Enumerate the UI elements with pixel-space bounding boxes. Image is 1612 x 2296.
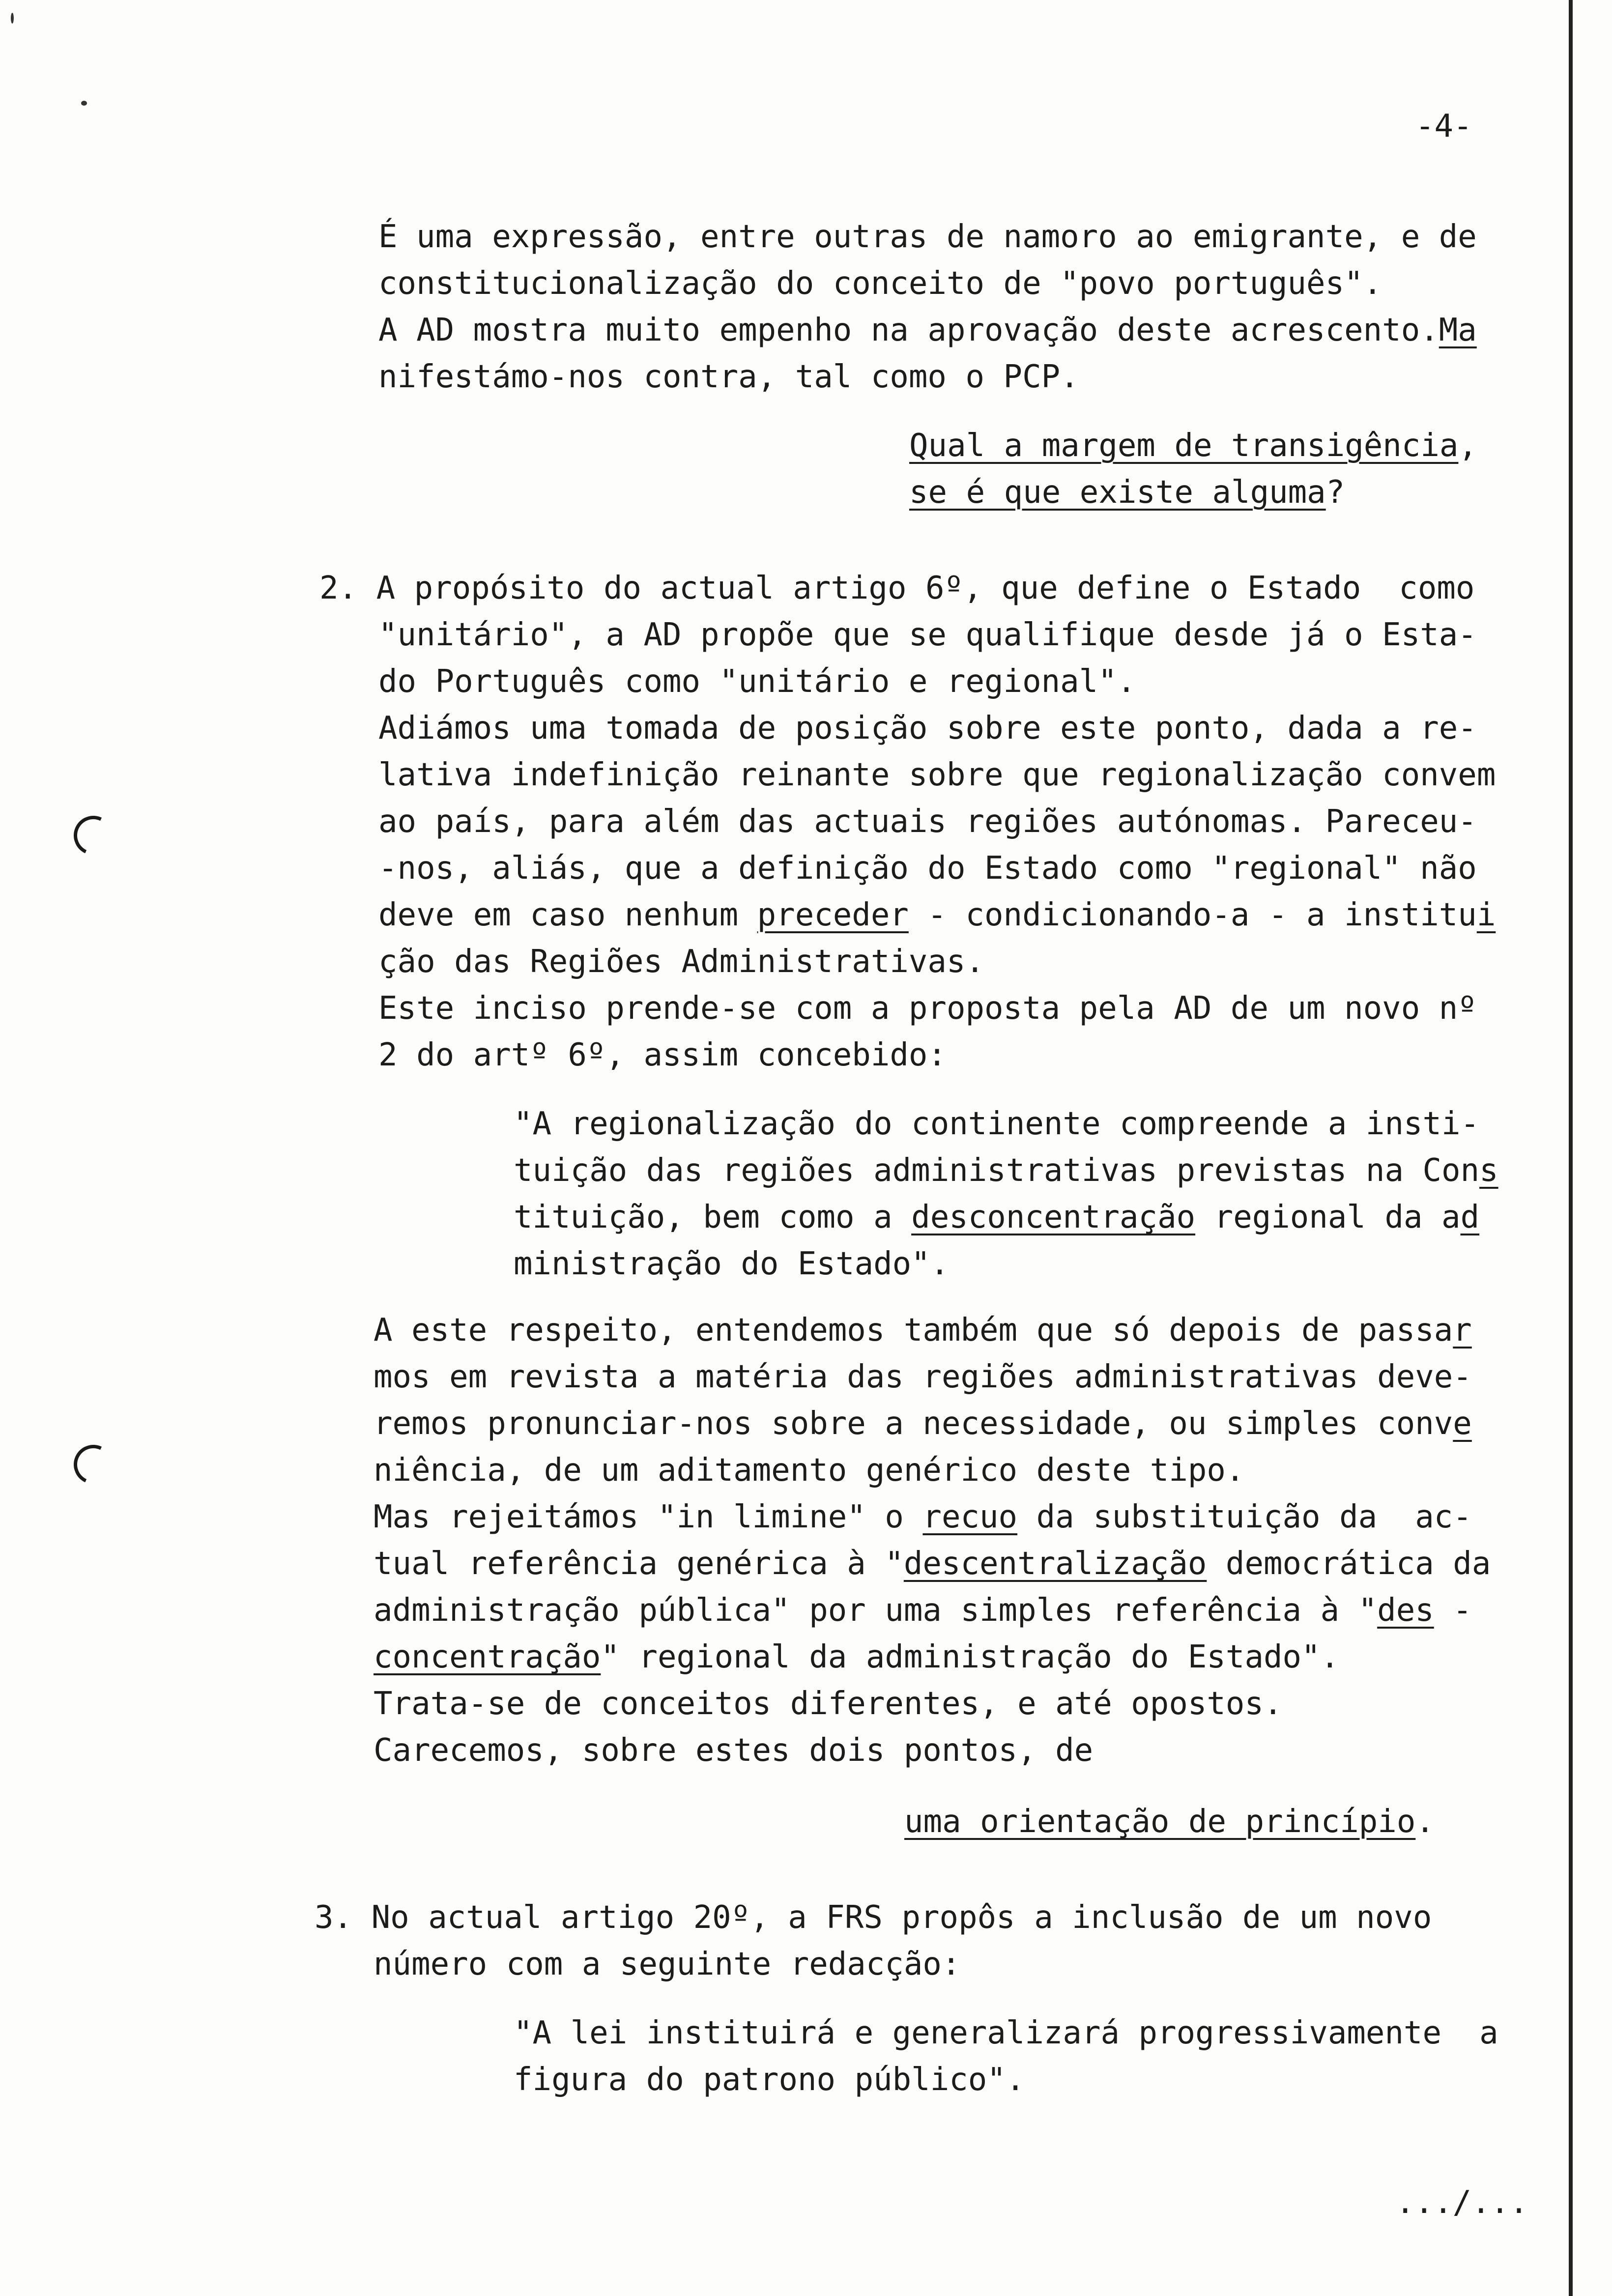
text-segment: tituição, bem como a <box>514 1199 912 1235</box>
text-segment: nifestámo-nos contra, tal como o PCP. <box>378 359 1079 395</box>
text-line <box>378 759 1496 791</box>
text-segment: Este inciso prende-se com a proposta pela AD de um novo nº <box>378 990 1477 1027</box>
text-line <box>378 804 1477 840</box>
underlined-text: r <box>1453 1312 1472 1349</box>
text-line <box>374 1312 1472 1349</box>
underlined-text: uma orientação de princípio <box>904 1804 1416 1840</box>
text-line <box>378 265 1382 302</box>
text-line <box>514 1152 1498 1189</box>
text-segment: Adiámos uma tomada de posição sobre este ponto, dada a re- <box>378 710 1477 746</box>
punch-hole-top <box>68 810 119 861</box>
text-segment: niência, de um aditamento genérico deste tipo. <box>374 1452 1245 1489</box>
text-line <box>514 1108 1479 1140</box>
underlined-text: i <box>1476 897 1496 933</box>
text-line <box>374 1946 961 1982</box>
text-segment: deve em caso nenhum <box>378 897 757 933</box>
text-line <box>374 1361 1472 1393</box>
text-line <box>909 428 1477 464</box>
text-segment: Mas rejeitámos "in limine" o <box>374 1499 923 1535</box>
text-line <box>378 850 1477 887</box>
text-line <box>374 1641 1339 1673</box>
text-line <box>374 1592 1472 1629</box>
text-line <box>378 361 1079 393</box>
text-segment: regional da a <box>1195 1199 1461 1235</box>
text-line <box>514 2062 1025 2098</box>
continuation-mark: .../... <box>1396 2184 1528 2221</box>
text-segment: figura do patrono público". <box>514 2062 1025 2098</box>
text-segment: Trata-se de conceitos diferentes, e até opostos. <box>374 1686 1283 1722</box>
underlined-text: Qual a margem de transigência <box>909 428 1459 464</box>
text-line <box>374 1452 1245 1489</box>
text-segment: constitucionalização do conceito de "povo português". <box>378 265 1382 302</box>
text-segment: ao país, para além das actuais regiões autónomas. Pareceu- <box>378 804 1477 840</box>
underlined-text: se é que existe alguma <box>909 474 1326 511</box>
text-line <box>315 1899 1432 1936</box>
text-line <box>514 2017 1498 2049</box>
text-segment: mos em revista a matéria das regiões administrativas deve- <box>374 1359 1472 1395</box>
text-line <box>378 663 1136 700</box>
text-line <box>378 619 1477 651</box>
underlined-text: d <box>1460 1199 1480 1235</box>
text-line <box>374 1406 1472 1442</box>
text-segment: 2 do artº 6º, assim concebido: <box>378 1037 947 1073</box>
text-segment: número com a seguinte redacção: <box>374 1946 961 1982</box>
text-line <box>378 990 1477 1027</box>
text-line <box>378 221 1477 253</box>
text-segment: -nos, aliás, que a definição do Estado como "regional" não <box>378 850 1477 887</box>
text-segment: " regional da administração do Estado". <box>601 1639 1340 1675</box>
underlined-text: recuo <box>922 1499 1018 1535</box>
underlined-text: des <box>1377 1592 1434 1629</box>
text-segment: da substituição da ac- <box>1017 1499 1472 1535</box>
text-segment: "A regionalização do continente compreende a insti- <box>514 1106 1480 1142</box>
text-segment: "A lei instituirá e generalizará progressivamente a <box>514 2015 1498 2051</box>
speck <box>81 101 87 106</box>
text-line <box>378 899 1496 931</box>
text-line <box>374 1546 1491 1582</box>
text-segment: tuição das regiões administrativas previstas na Con <box>514 1152 1480 1189</box>
text-segment: A AD mostra muito empenho na aprovação deste acrescento. <box>378 312 1439 348</box>
underlined-text: desconcentração <box>911 1199 1196 1235</box>
text-segment: lativa indefinição reinante sobre que regionalização convem <box>378 757 1496 793</box>
text-line <box>378 312 1477 348</box>
text-segment: A este respeito, entendemos também que só depois de passa <box>374 1312 1453 1349</box>
text-segment: Carecemos, sobre estes dois pontos, de <box>374 1732 1094 1769</box>
underlined-text: s <box>1479 1152 1498 1189</box>
text-segment: ? <box>1325 474 1345 511</box>
page-number: -4- <box>1415 108 1472 144</box>
text-line <box>514 1248 949 1280</box>
punch-hole-bottom <box>68 1439 119 1490</box>
text-line <box>378 944 984 980</box>
underlined-text: preceder <box>757 897 909 933</box>
speck <box>11 13 14 24</box>
text-line <box>374 1501 1472 1533</box>
text-segment: 3. No actual artigo 20º, a FRS propôs a inclusão de um novo <box>315 1899 1432 1936</box>
text-segment: tual referência genérica à " <box>374 1546 904 1582</box>
text-line <box>904 1804 1435 1840</box>
text-segment: - condicionando-a - a institu <box>908 897 1477 933</box>
underlined-text: descentralização <box>903 1546 1207 1582</box>
page-edge <box>1569 0 1573 2296</box>
text-segment: , <box>1458 428 1477 464</box>
text-segment: do Português como "unitário e regional". <box>378 663 1136 700</box>
text-line <box>374 1688 1283 1720</box>
text-segment: É uma expressão, entre outras de namoro ao emigrante, e de <box>378 219 1477 255</box>
text-line <box>378 710 1477 746</box>
text-segment: . <box>1415 1804 1435 1840</box>
text-segment: - <box>1434 1592 1472 1629</box>
text-segment: administração pública" por uma simples referência à " <box>374 1592 1378 1629</box>
underlined-text: e <box>1453 1406 1472 1442</box>
text-line <box>378 1039 947 1071</box>
text-line <box>374 1732 1094 1769</box>
text-segment: ministração do Estado". <box>514 1246 950 1282</box>
text-line <box>909 474 1345 511</box>
text-segment: 2. A propósito do actual artigo 6º, que define o Estado como <box>319 570 1475 606</box>
text-line <box>514 1199 1480 1235</box>
text-segment: ção das Regiões Administrativas. <box>378 944 984 980</box>
text-line <box>319 570 1475 606</box>
text-segment: democrática da <box>1207 1546 1491 1582</box>
underlined-text: Ma <box>1439 312 1477 348</box>
text-segment: remos pronunciar-nos sobre a necessidade, ou simples conv <box>374 1406 1453 1442</box>
text-segment: "unitário", a AD propõe que se qualifique desde já o Esta- <box>378 617 1477 653</box>
underlined-text: concentração <box>374 1639 601 1675</box>
